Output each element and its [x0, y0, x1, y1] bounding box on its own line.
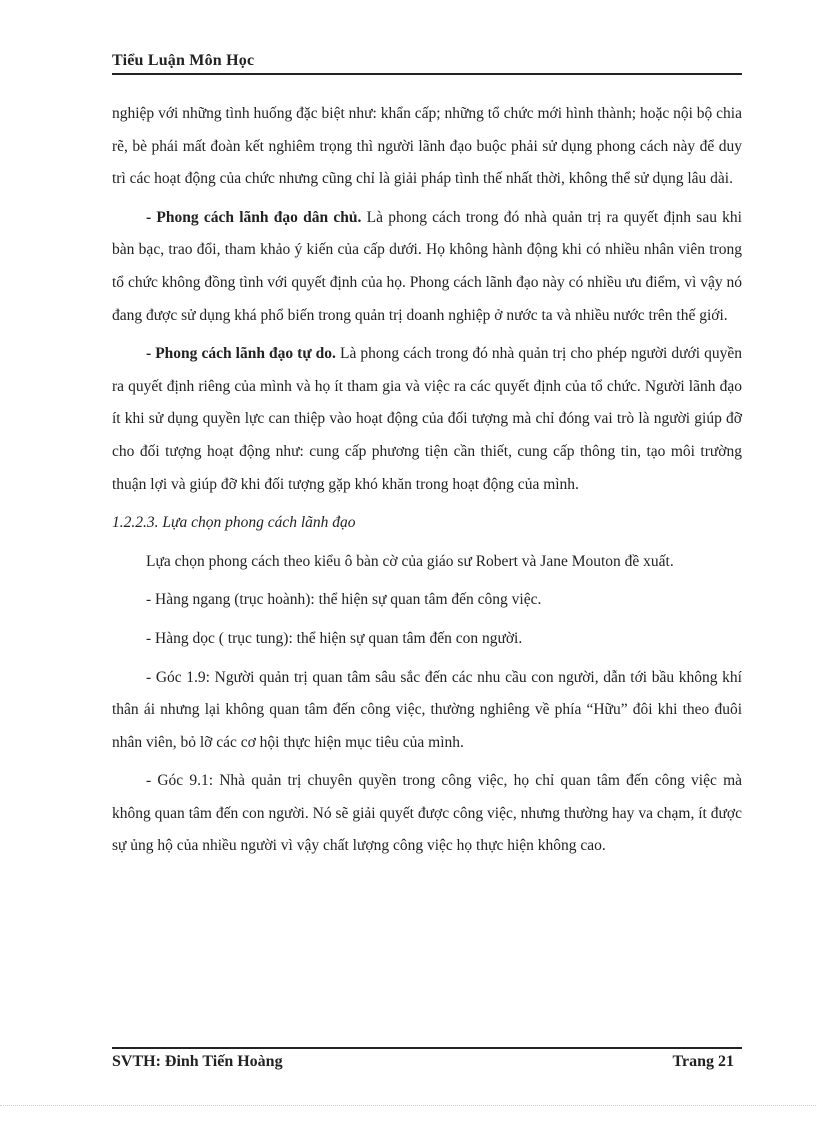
header-divider	[112, 73, 742, 75]
free-style-text: Là phong cách trong đó nhà quản trị cho phép người dưới quyền ra quyết định riêng của mình và họ ít tham gia và việc ra các quyết định của tổ chức. Người lãnh đạo ít khi sử dụng quyền lực can thiệp vào hoạt động của đối tượng mà chỉ đóng vai trò là người giúp đỡ cho đối tượng hoạt động như: cung cấp phương tiện cần thiết, cung cấp thông tin, tạo môi trường thuận lợi và giúp đỡ khi đối tượng gặp khó khăn trong hoạt động của mình.	[112, 345, 742, 493]
paragraph-free-style	[112, 338, 742, 501]
paragraph-continuation: nghiệp với những tình huống đặc biệt như: khẩn cấp; những tổ chức mới hình thành; hoặc nội bộ chia rẽ, bè phái mất đoàn kết nghiêm trọng thì người lãnh đạo buộc phải sử dụng phong cách này để duy trì các hoạt động của chức nhưng cũng chỉ là giải pháp tình thế nhất thời, không thể sử dụng lâu dài.	[112, 105, 742, 188]
paragraph-vertical-axis: - Hàng dọc ( trục tung): thể hiện sự quan tâm đến con người.	[146, 629, 523, 647]
paragraph-horizontal-axis: - Hàng ngang (trục hoành): thể hiện sự quan tâm đến công việc.	[146, 591, 542, 609]
header-title: Tiểu Luận Môn Học	[112, 52, 255, 69]
paragraph-grid-intro: Lựa chọn phong cách theo kiểu ô bàn cờ của giáo sư Robert và Jane Mouton đề xuất.	[146, 552, 674, 570]
footer-page-number: Trang 21	[672, 1053, 734, 1070]
paragraph-corner-9-1: - Góc 9.1: Nhà quản trị chuyên quyền trong công việc, họ chỉ quan tâm đến công việc mà không quan tâm đến con người. Nó sẽ giải quyết được công việc, nhưng thường hay va chạm, ít được sự ủng hộ của nhiều người vì vậy chất lượng công việc họ thực hiện không cao.	[112, 772, 742, 855]
democratic-style-text: Là phong cách trong đó nhà quản trị ra quyết định sau khi bàn bạc, trao đổi, tham khảo ý kiến của cấp dưới. Họ không hành động khi có nhiều nhân viên trong tổ chức không đồng tình với quyết định của họ. Phong cách lãnh đạo này có nhiều ưu điểm, vì vậy nó đang được sử dụng khá phổ biến trong quản trị doanh nghiệp ở nước ta và nhiều nước trên thế giới.	[112, 208, 742, 324]
page-header	[112, 52, 742, 70]
footer-divider	[112, 1047, 742, 1049]
paragraph-democratic-style	[112, 202, 742, 332]
footer-author: SVTH: Đinh Tiến Hoàng	[112, 1053, 283, 1070]
democratic-style-heading: - Phong cách lãnh đạo dân chủ.	[146, 208, 362, 226]
paragraph-corner-1-9: - Góc 1.9: Người quản trị quan tâm sâu sắc đến các nhu cầu con người, dẫn tới bầu không khí thân ái nhưng lại không quan tâm đến công việc, thường nghiêng về phía “Hữu” đôi khi theo đuôi nhân viên, bỏ lỡ các cơ hội thực hiện mục tiêu của mình.	[112, 668, 742, 751]
section-subheading: 1.2.2.3. Lựa chọn phong cách lãnh đạo	[112, 514, 356, 532]
page-edge-divider	[0, 1105, 816, 1106]
document-body	[112, 98, 742, 863]
free-style-heading: - Phong cách lãnh đạo tự do.	[146, 345, 336, 363]
